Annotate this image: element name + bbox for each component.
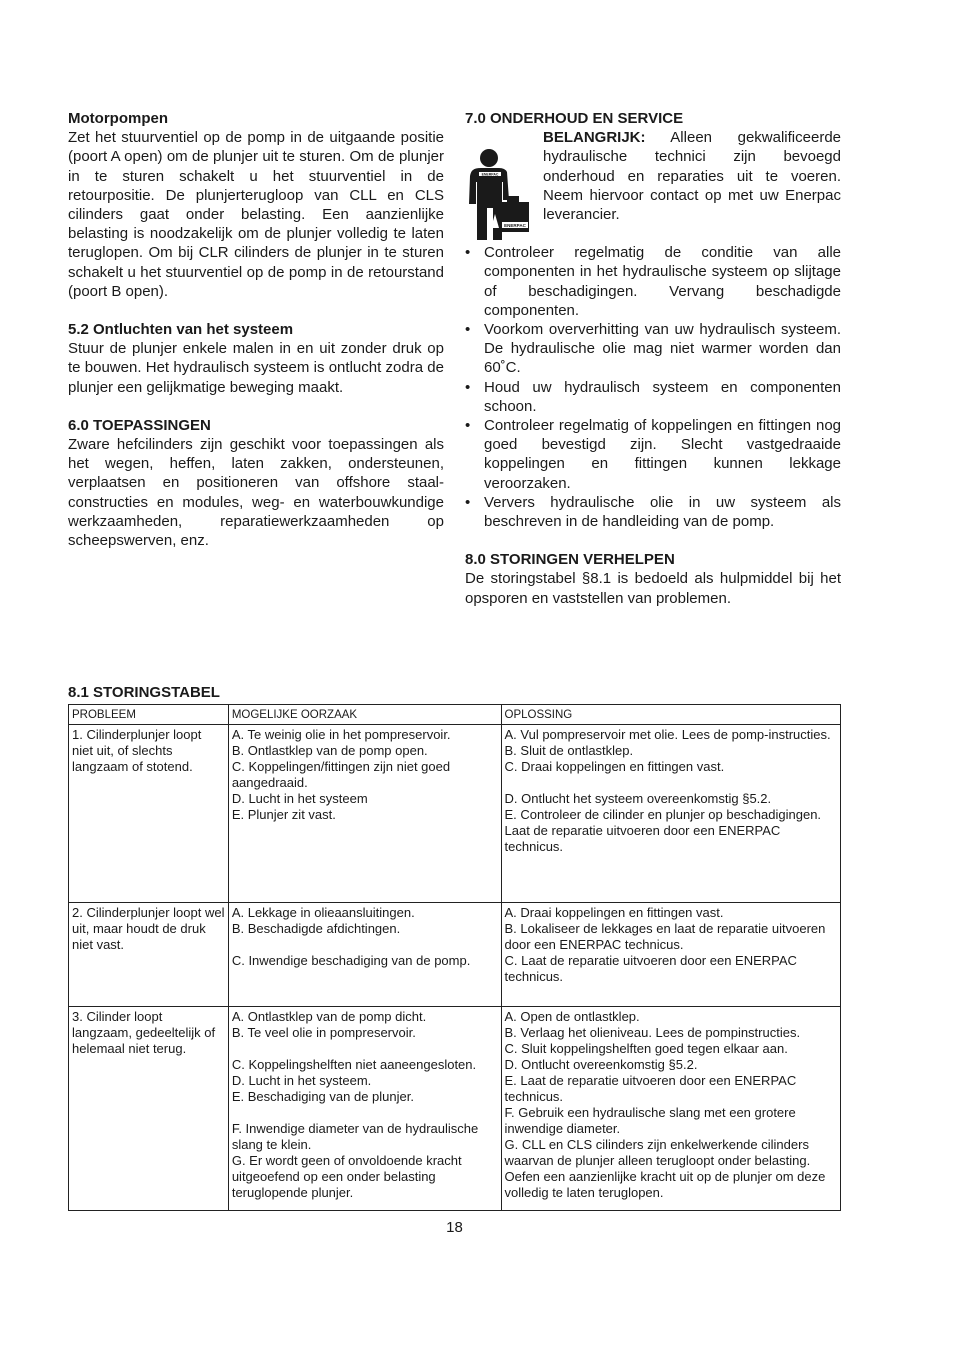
solution-cell: A. Open de ontlastklep. B. Verlaag het olieniveau. Lees de pompinstructies. C. Sluit koppelingshelften goed tegen elkaar aan. D. Ontlucht overeenkomstig §5.2. E. Laat de reparatie uitvoeren door een ENERPAC technicus. F. Gebruik een hydraulische slang met een grotere inwendige diameter. G. CLL en CLS cilinders zijn enkelwerkende cilinders waarvan de plunjer alleen terugloopt onder belasting. Oefen een aanzienlijke kracht uit op de plunjer om deze volledig te laten teruglopen. [501, 1007, 841, 1211]
solution-cell: A. Draai koppelingen en fittingen vast. B. Lokaliseer de lekkages en laat de reparatie uitvoeren door een ENERPAC technicus. C. Laat de reparatie uitvoeren door een ENERPAC technicus. [501, 903, 841, 1007]
section-8-0-text: De storingstabel §8.1 is bedoeld als hulpmiddel bij het opsporen en vaststellen van problemen. [465, 570, 841, 607]
right-column [465, 109, 841, 608]
header-cause: MOGELIJKE OORZAAK [228, 705, 501, 725]
problem-cell: 2. Cilinderplunjer loopt wel uit, maar houdt de druk niet vast. [69, 903, 229, 1007]
page-number: 18 [446, 1219, 463, 1236]
technician-icon [465, 148, 531, 244]
icon-logo-top: ENERPAC [481, 172, 499, 177]
table-title: 8.1 STORINGSTABEL [68, 684, 220, 701]
table-row [69, 1007, 841, 1211]
important-notice [465, 128, 841, 229]
bullet-icon: • [465, 378, 471, 396]
bullet-icon: • [465, 417, 471, 435]
left-column [68, 109, 444, 550]
solution-cell: A. Vul pompreservoir met olie. Lees de pomp-instructies. B. Sluit de ontlastklep. C. Draai koppelingen en fittingen vast. D. Ontlucht het systeem overeenkomstig §5.2. E. Controleer de cilinder en plunjer op beschadigingen. Laat de reparatie uitvoeren door een ENERPAC technicus. [501, 725, 841, 903]
list-item: • Controleer regelmatig de conditie van alle componenten in het hydraulische systeem op slijtage of beschadigingen. Vervang beschadigde componenten. [465, 244, 841, 319]
cause-cell: A. Ontlastklep van de pomp dicht. B. Te veel olie in pompreservoir. C. Koppelingshelften niet aaneengesloten. D. Lucht in het systeem. E. Beschadiging van de plunjer. F. Inwendige diameter van de hydraulische slang te klein. G. Er wordt geen of onvoldoende kracht uitgeoefend op een onder belasting teruglopende plunjer. [228, 1007, 501, 1211]
motorpompen-text: Zet het stuurventiel op de pomp in de uitgaande positie (poort A open) om de plunjer uit te sturen. Om de plunjer in te sturen schakelt u het stuurventiel in de retourpositie. De plunjerterugloop van CLL en CLS cilinders gaat onder belasting. Een aanzienlijke belasting is noodzakelijk om de plunjer volledig te laten teruglopen. Om bij CLR cilinders de plunjer in te sturen schakelt u het stuurventiel op de pomp in de retourstand (poort B open). [68, 129, 444, 300]
bullet-icon: • [465, 493, 471, 511]
troubleshooting-table [68, 704, 841, 1211]
header-problem: PROBLEEM [69, 705, 229, 725]
cause-cell: A. Lekkage in olieaansluitingen. B. Beschadigde afdichtingen. C. Inwendige beschadiging van de pomp. [228, 903, 501, 1007]
table-row [69, 903, 841, 1007]
list-item: • Houd uw hydraulisch systeem en componenten schoon. [465, 378, 841, 415]
problem-cell: 3. Cilinder loopt langzaam, gedeeltelijk of helemaal niet terug. [69, 1007, 229, 1211]
section-6-0-heading: 6.0 TOEPASSINGEN [68, 416, 211, 434]
maintenance-list [465, 243, 841, 531]
bullet-icon: • [465, 244, 471, 262]
important-label: BELANGRIJK: [543, 129, 646, 147]
problem-cell: 1. Cilinderplunjer loopt niet uit, of slechts langzaam of stotend. [69, 725, 229, 903]
table-header-row [69, 705, 841, 725]
bullet-icon: • [465, 321, 471, 339]
section-5-2-text: Stuur de plunjer enkele malen in en uit zonder druk op te bouwen. Het hydraulisch systeem is ontlucht zodra de plunjer een gelijkmatige beweging maakt. [68, 340, 444, 396]
section-6-0-text: Zware hefcilinders zijn geschikt voor toepassingen als het wegen, heffen, laten zakken, ondersteunen, verplaatsen en positioneren van offshore staal-constructies en modules, weg- en waterbouwkundige werkzaamheden, reparatiewerkzaamheden op scheepswerven, enz. [68, 436, 444, 550]
important-text [543, 128, 841, 224]
section-8-0-heading: 8.0 STORINGEN VERHELPEN [465, 551, 675, 569]
section-5-2-heading: 5.2 Ontluchten van het systeem [68, 321, 294, 339]
section-7-0-heading: 7.0 ONDERHOUD EN SERVICE [465, 110, 684, 127]
list-item: • Voorkom oververhitting van uw hydraulisch systeem. De hydraulische olie mag niet warmer worden dan 60˚C. [465, 321, 841, 377]
list-item: • Controleer regelmatig of koppelingen en fittingen nog goed bevestigd zijn. Slecht vastgedraaide koppelingen en fittingen kunnen lekkage veroorzaken. [465, 417, 841, 492]
table-row [69, 725, 841, 903]
header-solution: OPLOSSING [501, 705, 841, 725]
list-item: • Ververs hydraulische olie in uw systeem als beschreven in de handleiding van de pomp. [465, 493, 841, 531]
cause-cell: A. Te weinig olie in het pompreservoir. B. Ontlastklep van de pomp open. C. Koppelingen/fittingen zijn niet goed aangedraaid. D. Lucht in het systeem E. Plunjer zit vast. [228, 725, 501, 903]
icon-logo-box: ENERPAC [504, 223, 526, 229]
motorpompen-heading: Motorpompen [68, 110, 168, 127]
important-body: Alleen gekwalificeerde hydraulische technici zijn bevoegd onderhoud en reparaties uit te voeren. Neem hiervoor contact op met uw Enerpac leverancier. [543, 129, 841, 224]
